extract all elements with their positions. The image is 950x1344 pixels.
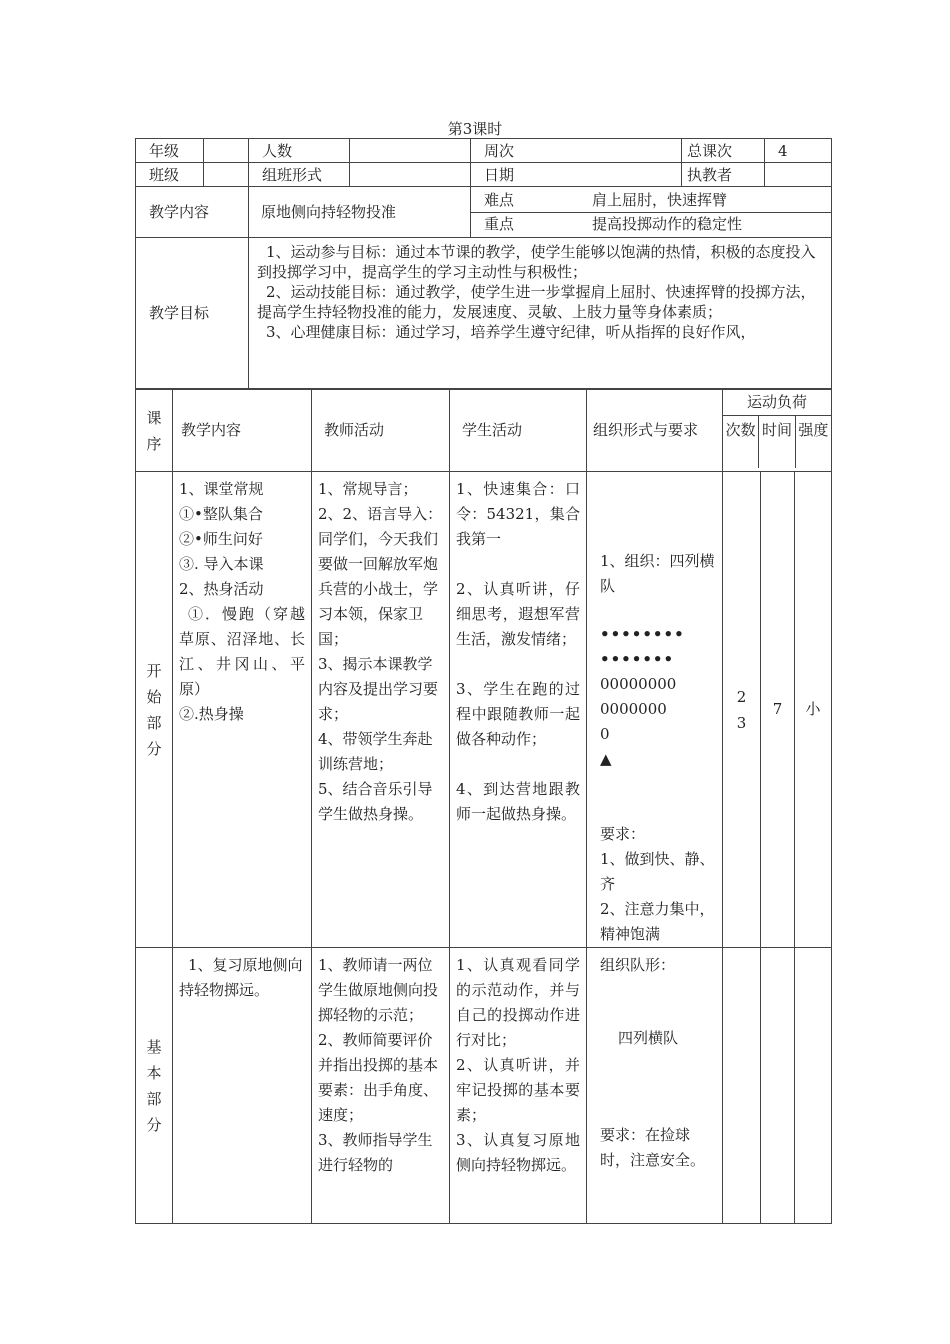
group-form-value — [350, 163, 471, 187]
org-formation: 1、组织：四列横队 — [600, 552, 715, 595]
load-count-value-2: 3 — [736, 713, 747, 732]
formation-zeros-row-3: 0 — [600, 725, 610, 743]
section-basic-content — [173, 948, 312, 1224]
content-item: ②•师生问好 — [179, 530, 263, 548]
student-item: 3、学生在跑的过程中跟随教师一起做各种动作； — [456, 680, 580, 748]
section-basic-student — [450, 948, 587, 1224]
student-item: 1、快速集合：口令：54321，集合我第一 — [456, 480, 580, 548]
teacher-item: 1、教师请一两位学生做原地侧向投掷轻物的示范； — [318, 956, 439, 1024]
section-basic-char-2: 本 — [146, 1063, 162, 1082]
goal-2: 2、运动技能目标：通过教学，使学生进一步掌握肩上屈肘、快速挥臂的投掷方法，提高学生持轻物投准的能力，发展速度、灵敏、上肢力量等身体素质； — [257, 283, 816, 321]
content-header: 教学内容 — [173, 390, 312, 472]
org-requirement-1: 1、做到快、静、齐 — [600, 850, 715, 893]
sequence-header-char-1: 课 — [146, 408, 162, 427]
org-requirement-2: 2、注意力集中，精神饱满 — [600, 900, 715, 943]
section-basic-org — [587, 948, 723, 1224]
section-start-char-1: 开 — [146, 661, 162, 680]
section-start-char-2: 始 — [146, 687, 162, 706]
class-label: 班级 — [136, 163, 204, 187]
section-basic-teacher — [312, 948, 450, 1224]
student-header: 学生活动 — [450, 390, 587, 472]
content-item: 1、课堂常规 — [179, 480, 264, 498]
sequence-header-char-2: 序 — [146, 434, 162, 453]
student-item: 2、认真听讲，仔细思考，遐想军营生活，激发情绪； — [456, 580, 580, 648]
class-value — [204, 163, 249, 187]
goal-3: 3、心理健康目标：通过学习，培养学生遵守纪律，听从指挥的良好作风， — [266, 323, 756, 341]
difficulty-row — [471, 189, 831, 213]
formation-zeros-row-1: 00000000 — [600, 675, 677, 693]
formation-dots-row-2: ••••••• — [600, 650, 675, 668]
key-value: 提高投掷动作的稳定性 — [592, 214, 743, 233]
section-start-load-intensity: 小 — [795, 472, 832, 948]
section-start-load-time: 7 — [761, 472, 795, 948]
content-item: ③. 导入本课 — [179, 555, 264, 573]
teacher-header: 教师活动 — [312, 390, 450, 472]
section-start-teacher — [312, 472, 450, 948]
info-row-1 — [136, 139, 832, 163]
teacher-item: 2、2、语言导入：同学们，今天我们要做一回解放军炮兵营的小战士，学习本领，保家卫国； — [318, 505, 443, 648]
section-start-label — [136, 472, 173, 948]
week-label: 周次 — [471, 139, 682, 163]
section-basic-load-time — [761, 948, 795, 1224]
key-label: 重点 — [484, 214, 515, 233]
sequence-header — [136, 390, 173, 472]
load-count-value-1: 2 — [736, 687, 747, 706]
section-start-char-4: 分 — [146, 739, 162, 758]
org-requirement: 要求：在捡球时，注意安全。 — [600, 1126, 706, 1169]
section-start-org — [587, 472, 723, 948]
load-time-header: 时间 — [759, 416, 795, 468]
teacher-item: 3、揭示本课教学内容及提出学习要求； — [318, 655, 439, 723]
key-row — [471, 213, 831, 236]
section-basic-load-intensity — [795, 948, 832, 1224]
student-item: 3、认真复习原地侧向持轻物掷远。 — [456, 1131, 580, 1174]
load-subheaders — [723, 416, 831, 468]
section-start-row — [136, 472, 832, 948]
teacher-position-icon: ▲ — [600, 750, 612, 768]
formation-zeros-row-2: 0000000 — [600, 700, 667, 718]
teacher-item: 5、结合音乐引导学生做热身操。 — [318, 780, 433, 823]
org-formation-label: 组织队形： — [600, 956, 676, 974]
section-basic-label — [136, 948, 173, 1224]
teacher-item: 3、教师指导学生进行轻物的 — [318, 1131, 433, 1174]
group-form-label: 组班形式 — [249, 163, 350, 187]
section-basic-char-1: 基 — [146, 1037, 162, 1056]
student-item: 1、认真观看同学的示范动作，并与自己的投掷动作进行对比； — [456, 956, 580, 1049]
load-intensity-header: 强度 — [798, 421, 829, 439]
load-title: 运动负荷 — [723, 390, 831, 416]
org-header: 组织形式与要求 — [587, 390, 723, 472]
executor-value — [765, 163, 832, 187]
teacher-item: 1、常规导言； — [318, 480, 418, 498]
section-start-student — [450, 472, 587, 948]
content-item: 2、热身活动 — [179, 580, 264, 598]
org-formation-value: 四列横队 — [618, 1029, 679, 1047]
count-label: 人数 — [249, 139, 350, 163]
executor-label: 执教者 — [682, 163, 765, 187]
load-count-header: 次数 — [723, 416, 759, 468]
lesson-info-table — [135, 138, 832, 187]
section-start-content — [173, 472, 312, 948]
student-item: 4、到达营地跟教师一起做热身操。 — [456, 780, 580, 823]
grade-label: 年级 — [136, 139, 204, 163]
total-lessons-value: 4 — [765, 139, 832, 163]
org-requirement-label: 要求： — [600, 825, 646, 843]
load-header — [723, 390, 832, 472]
goal-1: 1、运动参与目标：通过本节课的教学，使学生能够以饱满的热情，积极的态度投入到投掷学习中，提高学生的学习主动性与积极性； — [257, 243, 816, 281]
difficulty-label: 难点 — [484, 190, 515, 209]
section-basic-load-count — [723, 948, 761, 1224]
section-start-load-count — [723, 472, 761, 948]
content-item: ①•整队集合 — [179, 505, 263, 523]
header-row — [136, 390, 832, 472]
section-basic-row — [136, 948, 832, 1224]
content-item: ②.热身操 — [179, 705, 244, 723]
count-value — [350, 139, 471, 163]
difficulty-key-cell — [471, 187, 832, 238]
content-item: ①．慢跑（穿越草原、沼泽地、长江、井冈山、平原） — [179, 605, 305, 698]
difficulty-value: 肩上屈肘，快速挥臂 — [592, 190, 728, 209]
student-item: 2、认真听讲，并牢记投掷的基本要素； — [456, 1056, 580, 1124]
date-label: 日期 — [471, 163, 682, 187]
teacher-item: 4、带领学生奔赴训练营地； — [318, 730, 433, 773]
total-lessons-label: 总课次 — [682, 139, 765, 163]
info-row-2 — [136, 163, 832, 187]
grade-value — [204, 139, 249, 163]
teacher-item: 2、教师简要评价并指出投掷的基本要素：出手角度、速度； — [318, 1031, 439, 1124]
content-table — [135, 186, 832, 389]
goals-cell — [249, 238, 832, 389]
section-start-char-3: 部 — [146, 713, 162, 732]
goal-label: 教学目标 — [136, 238, 249, 389]
lesson-plan-table — [135, 389, 832, 1224]
formation-dots-row-1: •••••••• — [600, 625, 685, 643]
section-basic-char-4: 分 — [146, 1115, 162, 1134]
content-label: 教学内容 — [136, 187, 249, 238]
content-item: 1、复习原地侧向持轻物掷远。 — [179, 956, 303, 999]
content-value: 原地侧向持轻物投准 — [249, 187, 471, 238]
page-title: 第3课时 — [447, 120, 503, 138]
section-basic-char-3: 部 — [146, 1089, 162, 1108]
